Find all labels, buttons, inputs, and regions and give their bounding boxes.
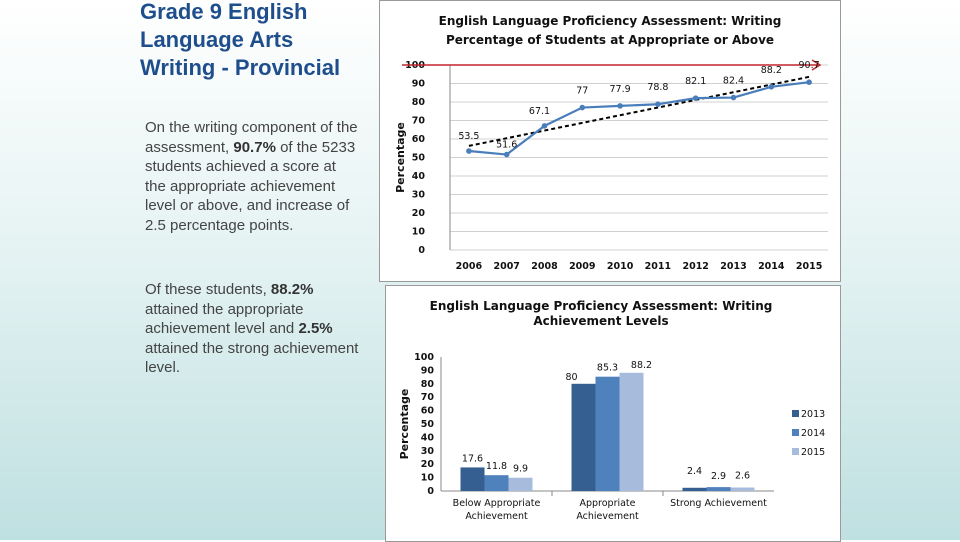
line-chart-x-tick-label: 2014	[758, 261, 785, 272]
line-chart-y-tick-label: 100	[405, 60, 425, 71]
line-chart-title-line1: English Language Proficiency Assessment: Writing	[438, 14, 782, 28]
line-chart-y-tick-label: 40	[411, 171, 425, 182]
line-chart-x-tick-label: 2008	[531, 261, 558, 272]
line-chart-point	[731, 95, 737, 101]
bar-chart-data-label: 9.9	[512, 463, 529, 475]
bar-chart-data-label: 2.9	[710, 471, 727, 483]
para2-text2: attained the appropriate achievement level and	[145, 300, 304, 337]
bar-chart-y-tick-label: 0	[427, 486, 434, 497]
bar-chart-data-label: 88.2	[630, 359, 653, 371]
bar-chart-legend-label: 2013	[801, 409, 826, 420]
bar-chart-data-label: 2.6	[734, 470, 751, 482]
line-chart-data-label: 51.6	[496, 139, 518, 151]
bar-chart-bar	[461, 467, 485, 491]
line-chart-x-tick-label: 2006	[455, 261, 483, 272]
para1-text1: On the writing component of the assessment,	[145, 119, 358, 156]
line-chart-point	[466, 148, 472, 154]
line-chart-data-label: 78.8	[647, 82, 669, 94]
line-chart-x-tick-label: 2015	[795, 261, 823, 272]
bar-chart-data-label: 85.3	[596, 362, 619, 374]
line-chart-title-line2: Percentage of Students at Appropriate or Above	[445, 33, 775, 47]
bar-chart-legend-swatch	[792, 429, 799, 436]
bar-chart-data-label: 17.6	[461, 453, 484, 465]
line-chart-x-tick-label: 2009	[569, 261, 596, 272]
line-chart-point	[617, 103, 623, 109]
bar-chart-bar	[707, 487, 731, 491]
bar-chart-panel	[385, 285, 841, 542]
bar-chart-bar	[596, 377, 620, 491]
bar-chart-y-tick-label: 30	[420, 445, 434, 457]
line-chart-y-tick-label: 80	[411, 97, 425, 108]
line-chart-x-tick-label: 2011	[644, 261, 672, 272]
bar-chart-bar	[485, 475, 509, 491]
bar-chart-y-tick-label: 80	[420, 378, 434, 390]
line-chart-data-label: 82.4	[722, 75, 745, 87]
para2-appropriate-percent: 88.2%	[270, 281, 314, 298]
line-chart-point	[693, 95, 699, 101]
bar-chart-y-tick-label: 90	[420, 365, 434, 377]
line-chart-panel	[379, 0, 841, 282]
line-chart-x-tick-label: 2012	[682, 261, 709, 272]
bar-chart-data-label: 2.4	[686, 465, 703, 477]
bar-chart-title-line2: Achievement Levels	[533, 314, 669, 328]
slide-title: Grade 9 English Language Arts Writing - Provincial	[140, 0, 341, 80]
bar-chart-bar	[731, 488, 755, 491]
line-chart-x-tick-label: 2013	[720, 261, 747, 272]
line-chart-y-axis-title: Percentage	[394, 122, 407, 193]
bar-chart-y-tick-label: 20	[420, 459, 434, 471]
para1-highlight-percent: 90.7%	[233, 138, 276, 156]
line-chart-point	[655, 101, 661, 107]
line-chart-y-tick-label: 60	[411, 134, 425, 145]
line-chart-x-tick-label: 2007	[493, 261, 520, 272]
bar-chart-bar	[683, 488, 707, 491]
bar-chart-bar	[620, 373, 644, 491]
bar-chart-y-axis-title: Percentage	[398, 388, 411, 460]
bar-chart-y-tick-label: 40	[420, 432, 434, 444]
line-chart-y-tick-label: 0	[418, 245, 425, 256]
bar-chart-bar	[572, 384, 596, 491]
bar-chart-y-tick-label: 10	[420, 472, 434, 484]
line-chart-point	[504, 152, 510, 158]
line-chart-point	[806, 79, 812, 85]
bar-chart-title-line1: English Language Proficiency Assessment: Writing	[429, 299, 773, 313]
para2-text3: attained the strong achievement level.	[145, 339, 359, 376]
bar-chart-category-label: Achievement	[465, 511, 528, 522]
bar-chart-category-label: Below Appropriate	[452, 498, 541, 509]
bar-chart-category-label: Appropriate	[579, 498, 636, 509]
bar-chart-legend-label: 2014	[801, 428, 826, 439]
line-chart-point	[542, 123, 548, 129]
bar-chart-data-label: 80	[565, 371, 578, 383]
bar-chart-y-tick-label: 50	[420, 419, 434, 430]
bar-chart-legend-swatch	[792, 410, 799, 417]
line-chart-y-tick-label: 20	[411, 208, 425, 219]
bar-chart-legend-swatch	[792, 448, 799, 455]
para2-text1: Of these students,	[145, 281, 271, 298]
achievement-summary-paragraph	[145, 280, 360, 378]
line-chart-data-label: 90.7	[798, 60, 820, 72]
line-chart-y-tick-label: 70	[411, 115, 425, 127]
line-chart-x-tick-label: 2010	[606, 261, 634, 272]
line-chart-y-tick-label: 50	[411, 152, 425, 164]
line-chart-data-label: 53.5	[458, 131, 480, 143]
bar-chart-bar	[509, 478, 533, 491]
line-chart-data-label: 77.9	[609, 83, 631, 95]
line-chart	[380, 1, 840, 281]
bar-chart-category-label: Achievement	[576, 511, 639, 522]
para2-strong-percent: 2.5%	[298, 320, 333, 337]
bar-chart-legend-label: 2015	[801, 447, 826, 458]
bar-chart-category-label: Strong Achievement	[670, 498, 767, 509]
bar-chart-y-tick-label: 70	[420, 392, 434, 404]
bar-chart-y-tick-label: 100	[414, 352, 434, 363]
line-chart-data-label: 77	[576, 85, 589, 97]
bar-chart-y-tick-label: 60	[420, 405, 434, 417]
line-chart-data-label: 67.1	[528, 105, 551, 117]
line-chart-y-tick-label: 10	[411, 226, 425, 238]
line-chart-point	[769, 84, 775, 90]
bar-chart-data-label: 11.8	[485, 461, 508, 473]
line-chart-y-tick-label: 30	[411, 189, 425, 201]
bar-chart	[386, 286, 840, 541]
para1-text2: of the 5233 students achieved a score at the appropriate achievement level or above, and increase of 2.5 percentage points.	[145, 138, 356, 234]
line-chart-data-label: 82.1	[685, 76, 707, 88]
line-chart-point	[580, 105, 586, 111]
line-chart-trendline	[469, 77, 809, 146]
line-chart-series-line	[469, 82, 809, 154]
writing-summary-paragraph	[145, 118, 360, 235]
line-chart-y-tick-label: 90	[411, 78, 425, 90]
line-chart-data-label: 88.2	[760, 64, 782, 76]
